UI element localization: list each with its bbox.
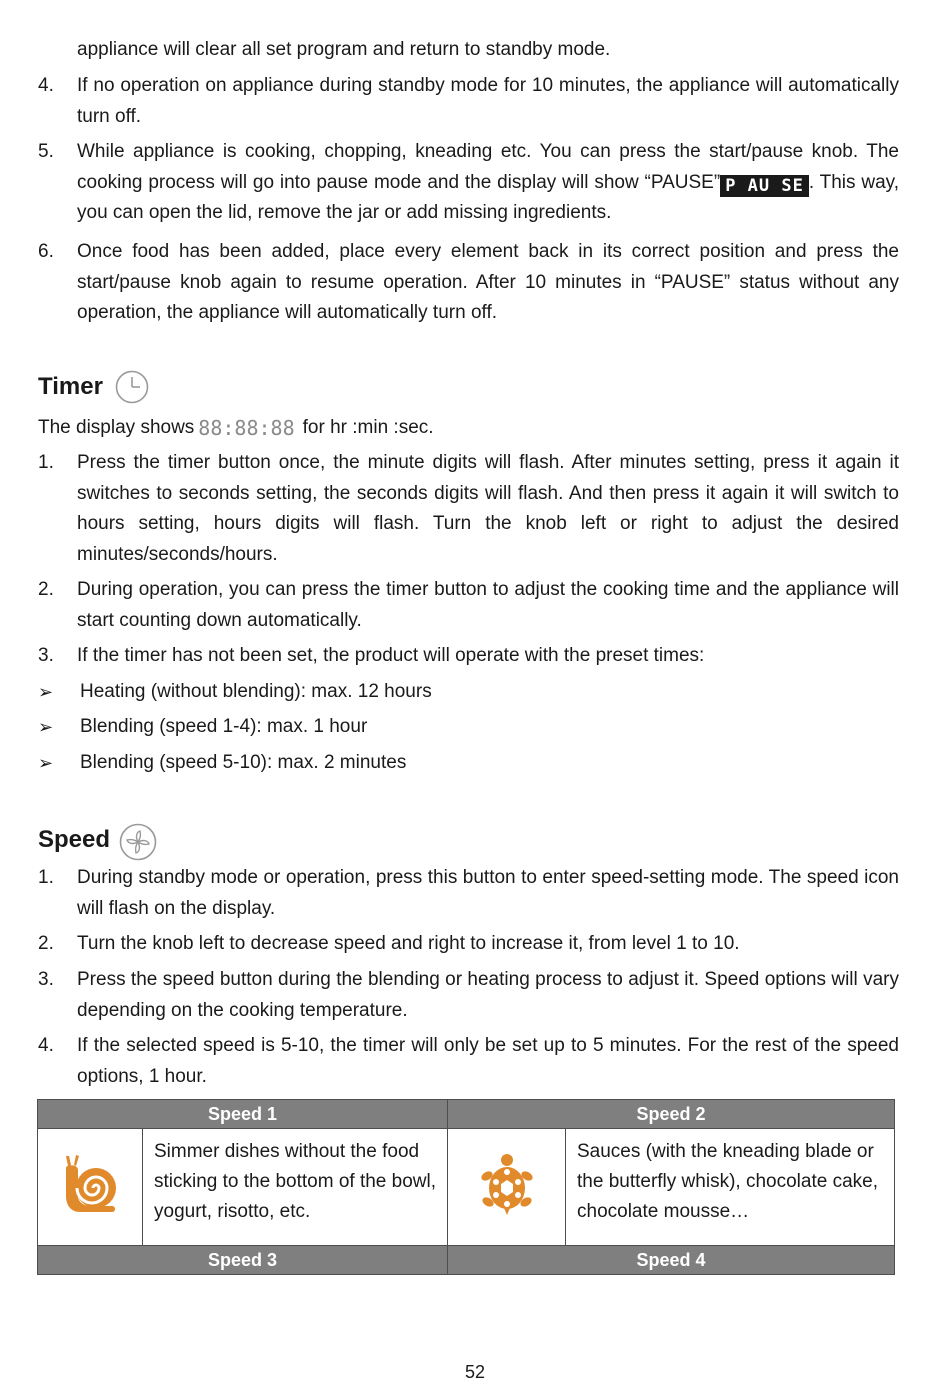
arrow-bullet-icon: ➢ bbox=[38, 753, 54, 773]
continuation-text: appliance will clear all set program and return to standby mode. bbox=[77, 39, 611, 60]
item-text-before: While appliance is cooking, chopping, kneading etc. You can press the start/pause knob. The cooking process will go into pause mode and the display will show “PAUSE” bbox=[77, 141, 899, 193]
list-item bbox=[38, 237, 899, 329]
pause-display: P AU SE bbox=[720, 175, 809, 197]
header-speed-4: Speed 4 bbox=[448, 1246, 895, 1275]
speed-title: Speed bbox=[38, 826, 111, 853]
bullet-text: Blending (speed 5-10): max. 2 minutes bbox=[80, 752, 407, 773]
item-text: Turn the knob left to decrease speed and right to increase it, from level 1 to 10. bbox=[77, 933, 740, 954]
timer-display-before: The display shows bbox=[38, 417, 195, 438]
item-number: 2. bbox=[38, 579, 54, 600]
item-number: 2. bbox=[38, 933, 54, 954]
table-header-row bbox=[38, 1100, 895, 1129]
arrow-bullet-icon: ➢ bbox=[38, 717, 54, 737]
list-item bbox=[38, 137, 899, 229]
list-item bbox=[38, 929, 899, 960]
item-number: 1. bbox=[38, 452, 54, 473]
list-item bbox=[38, 1031, 899, 1092]
item-text bbox=[77, 137, 899, 229]
timer-display-line bbox=[38, 413, 434, 443]
item-number: 4. bbox=[38, 1035, 54, 1056]
list-item bbox=[38, 575, 899, 636]
header-speed-2: Speed 2 bbox=[448, 1100, 895, 1129]
speed-1-description: Simmer dishes without the food sticking to the bottom of the bowl, yogurt, risotto, etc. bbox=[143, 1129, 448, 1246]
item-text: Press the timer button once, the minute digits will flash. After minutes setting, press it again it switches to seconds setting, the seconds digits will flash. And then press it again it will switch to hours setting, hours digits will flash. Turn the knob left or right to adjust the desired minutes/seconds/hours. bbox=[77, 452, 899, 565]
list-item bbox=[38, 448, 899, 570]
list-item bbox=[38, 641, 899, 672]
bullet-item bbox=[38, 748, 899, 778]
header-speed-3: Speed 3 bbox=[38, 1246, 448, 1275]
timer-heading bbox=[38, 370, 149, 404]
bullet-text: Heating (without blending): max. 12 hours bbox=[80, 681, 432, 702]
item-number: 1. bbox=[38, 867, 54, 888]
table-header-row bbox=[38, 1246, 895, 1275]
bullet-text: Blending (speed 1-4): max. 1 hour bbox=[80, 716, 368, 737]
speed-2-description: Sauces (with the kneading blade or the butterfly whisk), chocolate cake, chocolate mousse… bbox=[566, 1129, 895, 1246]
item-text: Once food has been added, place every element back in its correct position and press the start/pause knob again to resume operation. After 10 minutes in “PAUSE” status without any operation, the appliance will automatically turn off. bbox=[77, 241, 899, 323]
list-item bbox=[38, 863, 899, 924]
item-text: If the selected speed is 5-10, the timer will only be set up to 5 minutes. For the rest of the speed options, 1 hour. bbox=[77, 1035, 899, 1087]
digits-display: 88:88:88 bbox=[198, 416, 295, 440]
item-text-after: . This way, you can open the lid, remove the jar or add missing ingredients. bbox=[77, 171, 900, 223]
fan-icon bbox=[119, 823, 153, 857]
item-number: 5. bbox=[38, 141, 54, 162]
page-number: 52 bbox=[464, 1362, 486, 1382]
table-row bbox=[38, 1129, 895, 1246]
timer-display-after: for hr :min :sec. bbox=[302, 417, 434, 438]
speed-1-icon-cell bbox=[38, 1129, 143, 1246]
item-number: 4. bbox=[38, 75, 54, 96]
item-number: 3. bbox=[38, 969, 54, 990]
clock-icon bbox=[115, 370, 149, 404]
item-number: 6. bbox=[38, 241, 54, 262]
arrow-bullet-icon: ➢ bbox=[38, 682, 54, 702]
item-number: 3. bbox=[38, 645, 54, 666]
bullet-item bbox=[38, 712, 899, 742]
speed-table bbox=[37, 1099, 895, 1275]
turtle-icon bbox=[479, 1200, 535, 1221]
speed-2-icon-cell bbox=[448, 1129, 566, 1246]
snail-icon bbox=[60, 1200, 120, 1221]
list-item bbox=[38, 71, 899, 132]
item-text: Press the speed button during the blending or heating process to adjust it. Speed options will vary depending on the cooking temperature. bbox=[77, 969, 899, 1021]
header-speed-1: Speed 1 bbox=[38, 1100, 448, 1129]
list-item bbox=[38, 965, 899, 1026]
bullet-item bbox=[38, 677, 899, 707]
timer-title: Timer bbox=[38, 373, 103, 400]
item-text: If no operation on appliance during standby mode for 10 minutes, the appliance will automatically turn off. bbox=[77, 75, 899, 127]
item-text: If the timer has not been set, the product will operate with the preset times: bbox=[77, 645, 705, 666]
item-text: During operation, you can press the timer button to adjust the cooking time and the appliance will start counting down automatically. bbox=[77, 579, 899, 631]
item-text: During standby mode or operation, press this button to enter speed-setting mode. The speed icon will flash on the display. bbox=[77, 867, 899, 919]
speed-heading bbox=[38, 823, 153, 857]
